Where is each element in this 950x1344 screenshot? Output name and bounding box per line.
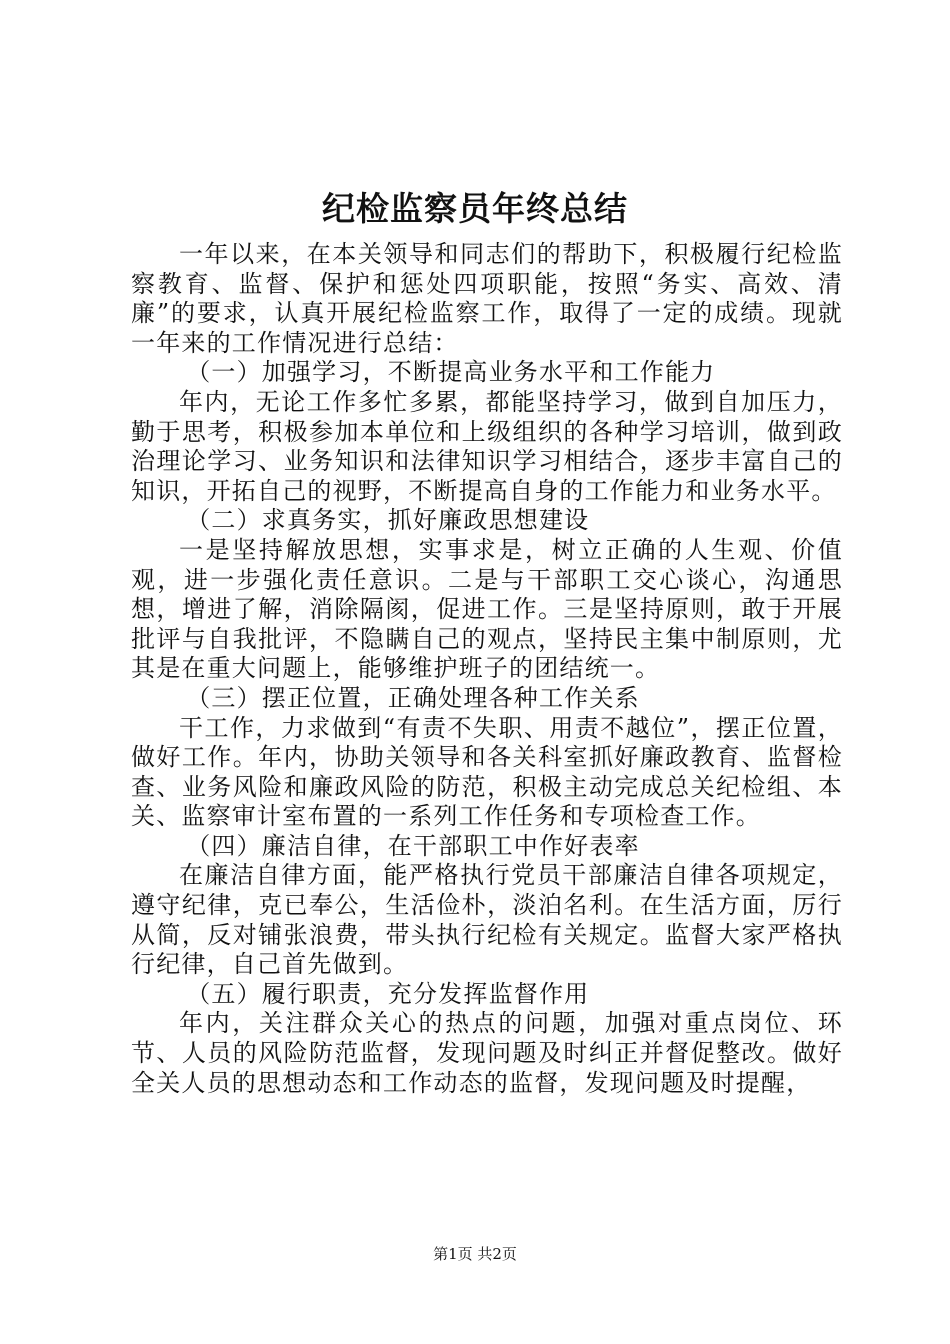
section-heading-3: （三）摆正位置，正确处理各种工作关系 — [186, 683, 640, 712]
section-paragraph-5: 年内，关注群众关心的热点的问题，加强对重点岗位、环节、人员的风险防范监督，发现问题及时纠正并督促整改。做好全关人员的思想动态和工作动态的监督，发现问题及时提醒， — [131, 1009, 843, 1097]
page-number: 第1页 共2页 — [433, 1245, 517, 1263]
document-title: 纪检监察员年终总结 — [322, 189, 628, 228]
section-paragraph-3: 干工作，力求做到“有责不失职、用责不越位”，摆正位置，做好工作。年内，协助关领导和各关科室抓好廉政教育、监督检查、业务风险和廉政风险的防范，积极主动完成总关纪检组、本关、监察审计室布置的一系列工作任务和专项检查工作。 — [131, 713, 843, 831]
section-paragraph-2: 一是坚持解放思想，实事求是，树立正确的人生观、价值观，进一步强化责任意识。二是与干部职工交心谈心，沟通思想，增进了解，消除隔阂，促进工作。三是坚持原则，敢于开展批评与自我批评，不隐瞒自己的观点，坚持民主集中制原则，尤其是在重大问题上，能够维护班子的团结统一。 — [131, 535, 843, 683]
intro-paragraph: 一年以来，在本关领导和同志们的帮助下，积极履行纪检监察教育、监督、保护和惩处四项职能，按照“务实、高效、清廉”的要求，认真开展纪检监察工作，取得了一定的成绩。现就一年来的工作情况进行总结： — [131, 240, 843, 357]
document-body — [131, 240, 843, 1098]
section-heading-5: （五）履行职责，充分发挥监督作用 — [186, 979, 590, 1008]
section-heading-2: （二）求真务实，抓好廉政思想建设 — [186, 506, 590, 535]
section-paragraph-1: 年内，无论工作多忙多累，都能坚持学习，做到自加压力，勤于思考，积极参加本单位和上级组织的各种学习培训，做到政治理论学习、业务知识和法律知识学习相结合，逐步丰富自己的知识，开拓自己的视野，不断提高自身的工作能力和业务水平。 — [131, 387, 843, 505]
section-paragraph-4: 在廉洁自律方面，能严格执行党员干部廉洁自律各项规定，遵守纪律，克已奉公，生活俭朴，淡泊名利。在生活方面，厉行从简，反对铺张浪费，带头执行纪检有关规定。监督大家严格执行纪律，自己首先做到。 — [131, 861, 843, 979]
section-heading-4: （四）廉洁自律，在干部职工中作好表率 — [186, 831, 640, 860]
section-heading-1: （一）加强学习，不断提高业务水平和工作能力 — [186, 358, 716, 387]
